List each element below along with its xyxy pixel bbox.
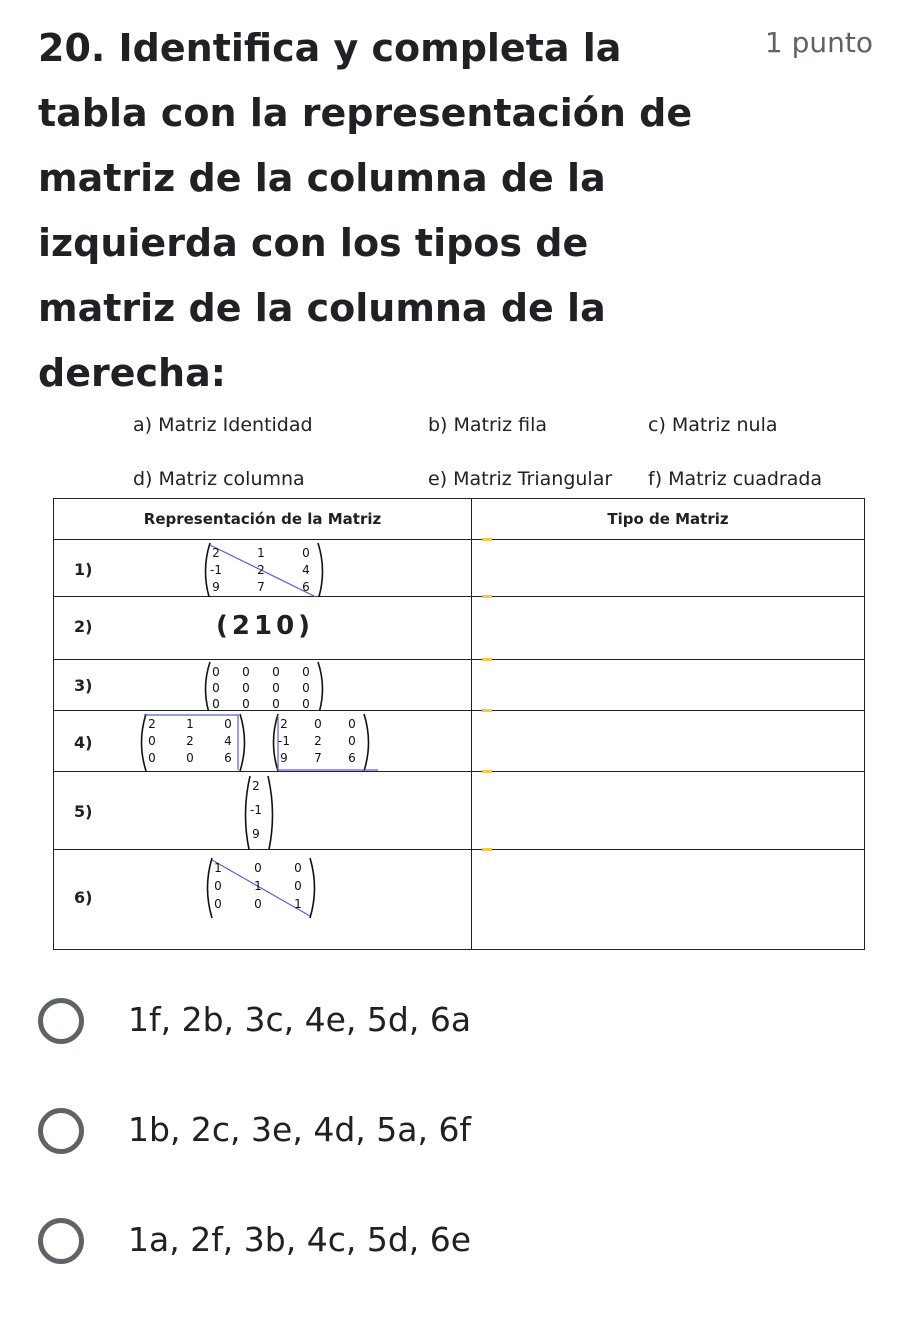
- row-label: 3): [74, 676, 93, 695]
- matrix-entry: 6: [302, 580, 310, 594]
- rep-cell-5: [54, 772, 472, 850]
- matrix-entry: 0: [224, 717, 232, 731]
- legend-c: c) Matriz nula: [648, 414, 778, 436]
- matrix-1: [54, 540, 471, 597]
- matrix-entry: 9: [280, 751, 288, 765]
- matrix-entry: 0: [302, 546, 310, 560]
- rep-cell-1: [54, 540, 472, 597]
- matrix-entry: 1: [257, 546, 265, 560]
- radio-button[interactable]: [38, 1108, 84, 1154]
- radio-button[interactable]: [38, 998, 84, 1044]
- matrix-6: [54, 850, 471, 950]
- tipo-cell-2[interactable]: [472, 597, 865, 660]
- matrix-entry: 0: [302, 665, 310, 679]
- matrix-entry: 2: [212, 546, 220, 560]
- matrix-entry: 2: [257, 563, 265, 577]
- matrix-entry: 7: [314, 751, 322, 765]
- matrix-entry: 2: [280, 717, 288, 731]
- header-tipo: Tipo de Matriz: [472, 499, 865, 540]
- tick-mark: [482, 770, 492, 773]
- matrix-entry: 2: [252, 779, 260, 793]
- bracket-left: [142, 714, 147, 771]
- matrix-5: [54, 772, 471, 850]
- matrix-entry: 7: [257, 580, 265, 594]
- matrix-entry: 4: [224, 734, 232, 748]
- rep-cell-2: [54, 597, 472, 660]
- tipo-cell-6[interactable]: [472, 850, 865, 950]
- option-1[interactable]: [38, 998, 738, 1054]
- matrix-entry: 0: [348, 717, 356, 731]
- legend-d: d) Matriz columna: [133, 468, 305, 490]
- matrix-entry: 0: [272, 697, 280, 711]
- row-label: 6): [74, 888, 93, 907]
- row-label: 1): [74, 560, 93, 579]
- matrix-entry: 0: [272, 665, 280, 679]
- matrix-entry: 1: [214, 861, 222, 875]
- bracket-right: [318, 543, 323, 597]
- matrix-entry: 0: [212, 697, 220, 711]
- tipo-cell-5[interactable]: [472, 772, 865, 850]
- legend-e: e) Matriz Triangular: [428, 468, 613, 490]
- option-label: 1a, 2f, 3b, 4c, 5d, 6e: [128, 1220, 472, 1259]
- option-3[interactable]: [38, 1218, 738, 1274]
- rep-cell-4: [54, 711, 472, 772]
- matrix-entry: 4: [302, 563, 310, 577]
- matrix-entry: 0: [214, 897, 222, 911]
- matrix-entry: 0: [186, 751, 194, 765]
- bracket-right: [318, 662, 323, 711]
- matrix-entry: 0: [302, 681, 310, 695]
- row-label: 5): [74, 802, 93, 821]
- matrix-entry: 0: [254, 861, 262, 875]
- bracket-right: [268, 776, 273, 850]
- matrix-entry: 0: [302, 697, 310, 711]
- rep-cell-6: [54, 850, 472, 950]
- row-label: 2): [74, 617, 93, 636]
- option-label: 1b, 2c, 3e, 4d, 5a, 6f: [128, 1110, 472, 1149]
- matrix-entry: -1: [278, 734, 290, 748]
- matrix-entry: 1: [294, 897, 302, 911]
- matrix-entry: 0: [294, 879, 302, 893]
- bracket-left: [208, 858, 213, 918]
- points-label: 1 punto: [764, 26, 873, 59]
- matrix-entry: 2: [186, 734, 194, 748]
- triangle-outline: [278, 715, 378, 770]
- matrix-3: [54, 660, 471, 711]
- matrix-entry: 0: [242, 697, 250, 711]
- matrix-table: [53, 498, 865, 950]
- row-vector: (210): [216, 611, 315, 641]
- matrix-entry: 0: [314, 717, 322, 731]
- matrix-entry: -1: [210, 563, 222, 577]
- matrix-entry: 2: [148, 717, 156, 731]
- matrix-entry: 2: [314, 734, 322, 748]
- option-2[interactable]: [38, 1108, 738, 1164]
- matrix-entry: 0: [254, 897, 262, 911]
- matrix-entry: -1: [250, 803, 262, 817]
- bracket-right: [240, 714, 245, 771]
- matrix-entry: 0: [242, 681, 250, 695]
- bracket-right: [364, 714, 369, 771]
- question-title: 20. Identifica y completa la tabla con la representación de matriz de la columna de la izquierda con los tipos de matriz de la columna de la derecha:: [38, 26, 693, 395]
- radio-button[interactable]: [38, 1218, 84, 1264]
- matrix-entry: 0: [148, 734, 156, 748]
- matrix-entry: 0: [148, 751, 156, 765]
- tick-mark: [482, 848, 492, 851]
- matrix-entry: 0: [294, 861, 302, 875]
- legend-a: a) Matriz Identidad: [133, 414, 313, 436]
- bracket-right: [310, 858, 315, 918]
- matrix-entry: 6: [224, 751, 232, 765]
- matrix-entry: 9: [212, 580, 220, 594]
- tick-mark: [482, 658, 492, 661]
- row-label: 4): [74, 733, 93, 752]
- matrix-entry: 6: [348, 751, 356, 765]
- matrix-entry: 0: [214, 879, 222, 893]
- matrix-4: [54, 711, 471, 772]
- header-representacion: Representación de la Matriz: [54, 499, 472, 540]
- matrix-entry: 0: [212, 665, 220, 679]
- tick-mark: [482, 595, 492, 598]
- option-label: 1f, 2b, 3c, 4e, 5d, 6a: [128, 1000, 472, 1039]
- tick-mark: [482, 538, 492, 541]
- rep-cell-3: [54, 660, 472, 711]
- tipo-cell-3[interactable]: [472, 660, 865, 711]
- matrix-entry: 1: [254, 879, 262, 893]
- legend-b: b) Matriz fila: [428, 414, 547, 436]
- matrix-entry: 0: [348, 734, 356, 748]
- tick-mark: [482, 709, 492, 712]
- matrix-entry: 0: [272, 681, 280, 695]
- matrix-entry: 9: [252, 827, 260, 841]
- bracket-left: [206, 662, 211, 711]
- matrix-entry: 1: [186, 717, 194, 731]
- tipo-cell-1[interactable]: [472, 540, 865, 597]
- legend-f: f) Matriz cuadrada: [648, 468, 823, 490]
- tipo-cell-4[interactable]: [472, 711, 865, 772]
- matrix-entry: 0: [242, 665, 250, 679]
- matrix-entry: 0: [212, 681, 220, 695]
